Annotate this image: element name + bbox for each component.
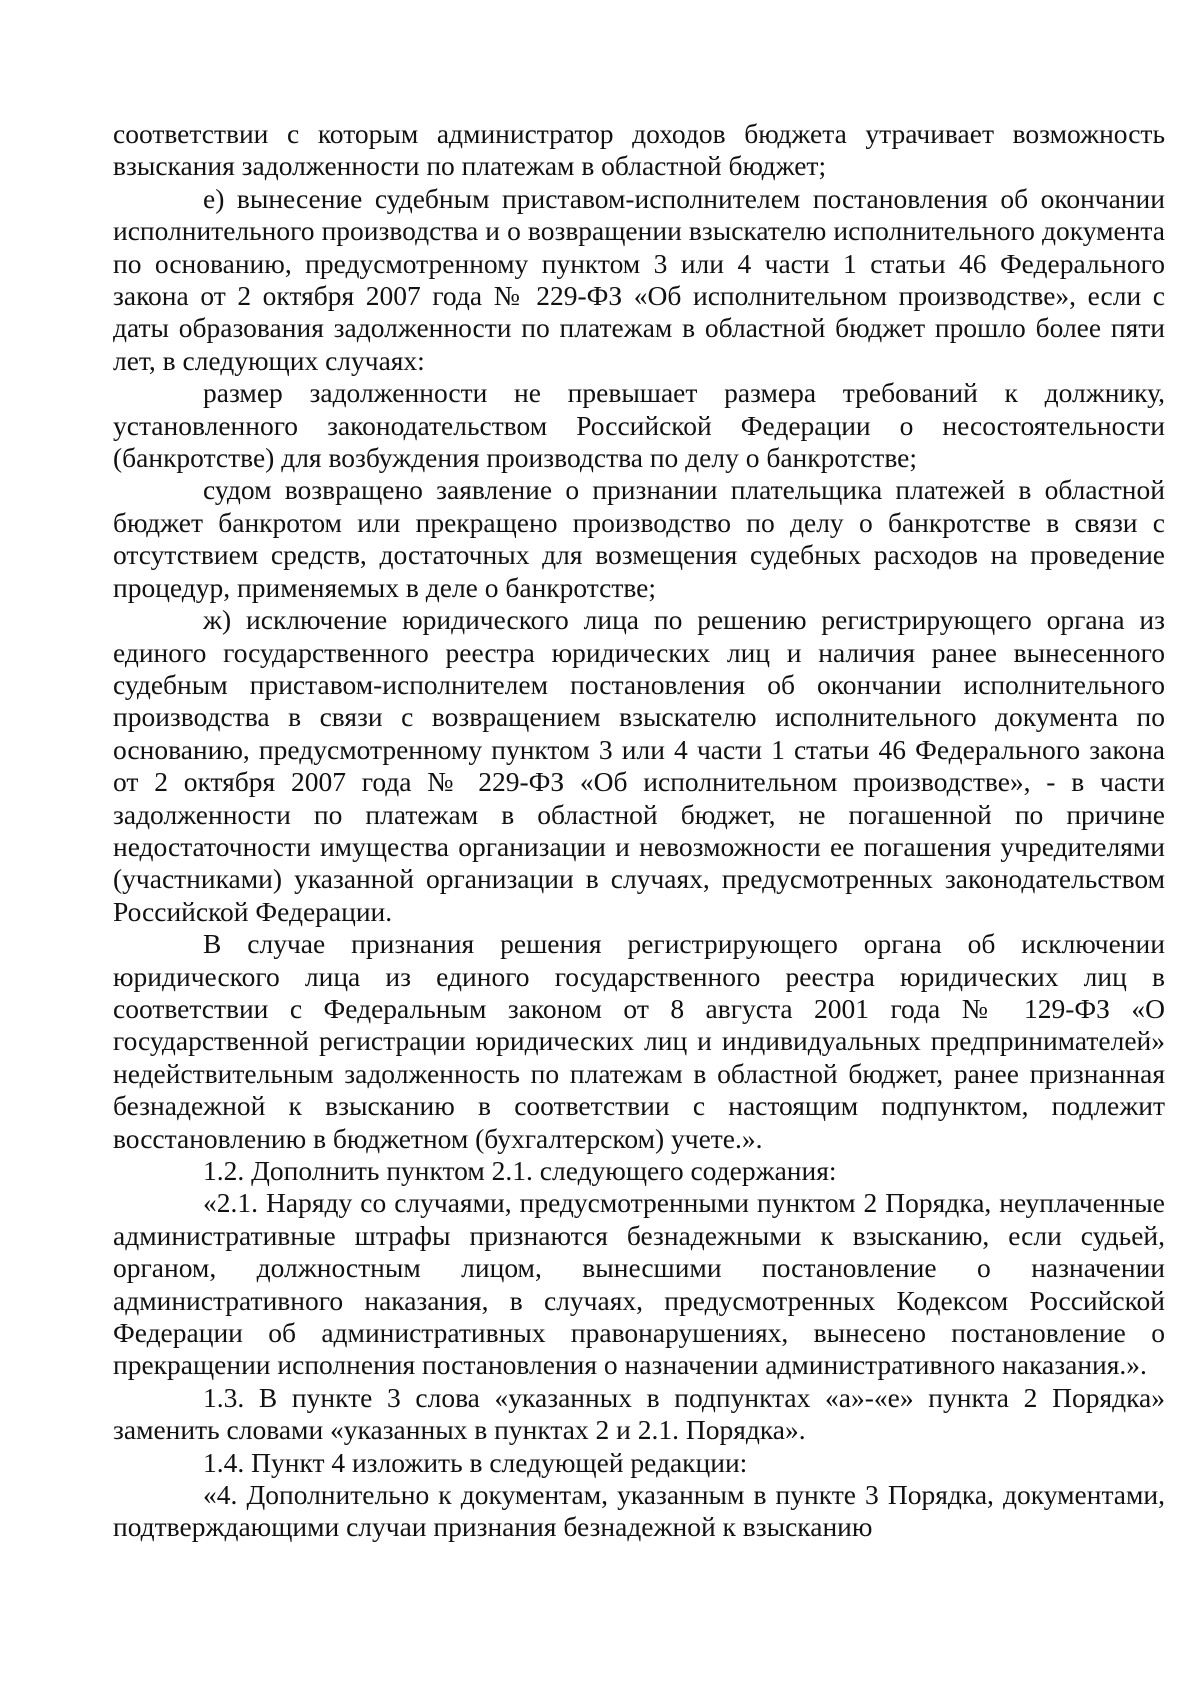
paragraph-continuation: соответствии с которым администратор доходов бюджета утрачивает возможность взыскания задолженности по платежам в областной бюджет; (113, 118, 1165, 182)
paragraph-debt-size: размер задолженности не превышает размера требований к должнику, установленного законодательством Российской Федерации о несостоятельности (банкротстве) для возбуждения производства по делу о банкротстве; (113, 377, 1165, 474)
paragraph-item-1-2: 1.2. Дополнить пунктом 2.1. следующего содержания: (203, 1155, 837, 1186)
paragraph-court-returned: судом возвращено заявление о признании плательщика платежей в областной бюджет банкротом или прекращено производство по делу о банкротстве в связи с отсутствием средств, достаточных для возмещения судебных расходов на проведение процедур, применяемых в деле о банкротстве; (113, 474, 1165, 603)
paragraph-subitem-e: е) вынесение судебным приставом-исполнителем постановления об окончании исполнительного производства и о возвращении взыскателю исполнительного документа по основанию, предусмотренному пунктом 3 или 4 части 1 статьи 46 Федерального закона от 2 октября 2007 года № 229-ФЗ «Об исполнительном производстве», если с даты образования задолженности по платежам в областной бюджет прошло более пяти лет, в следующих случаях: (113, 182, 1165, 376)
paragraph-item-1-3: 1.3. В пункте 3 слова «указанных в подпунктах «а»-«е» пункта 2 Порядка» заменить словами «указанных в пунктах 2 и 2.1. Порядка». (113, 1381, 1165, 1446)
document-body (113, 118, 1165, 1544)
paragraph-subitem-zh: ж) исключение юридического лица по решению регистрирующего органа из единого государственного реестра юридических лиц и наличия ранее вынесенного судебным приставом-исполнителем постановления об окончании исполнительного производства в связи с возвращением взыскателю исполнительного документа по основанию, предусмотренному пунктом 3 или 4 части 1 статьи 46 Федерального закона от 2 октября 2007 года № 229-ФЗ «Об исполнительном производстве», - в части задолженности по платежам в областной бюджет, не погашенной по причине недостаточности имущества организации и невозможности ее погашения учредителями (участниками) указанной организации в случаях, предусмотренных законодательством Российской Федерации. (113, 604, 1165, 927)
paragraph-item-2-1: «2.1. Наряду со случаями, предусмотренными пунктом 2 Порядка, неуплаченные административные штрафы признаются безнадежными к взысканию, если судьей, органом, должностным лицом, вынесшими постановление о назначении административного наказания, в случаях, предусмотренных Кодексом Российской Федерации об административных правонарушениях, вынесено постановление о прекращении исполнения постановления о назначении административного наказания.». (113, 1187, 1165, 1381)
paragraph-item-1-4: 1.4. Пункт 4 изложить в следующей редакции: (203, 1446, 748, 1478)
paragraph-item-4: «4. Дополнительно к документам, указанным в пункте 3 Порядка, документами, подтверждающими случаи признания безнадежной к взысканию (113, 1479, 1165, 1543)
paragraph-restoration: В случае признания решения регистрирующего органа об исключении юридического лица из единого государственного реестра юридических лиц в соответствии с Федеральным законом от 8 августа 2001 года № 129-ФЗ «О государственной регистрации юридических лиц и индивидуальных предпринимателей» недействительным задолженность по платежам в областной бюджет, ранее признанная безнадежной к взысканию в соответствии с настоящим подпунктом, подлежит восстановлению в бюджетном (бухгалтерском) учете.». (113, 928, 1165, 1154)
